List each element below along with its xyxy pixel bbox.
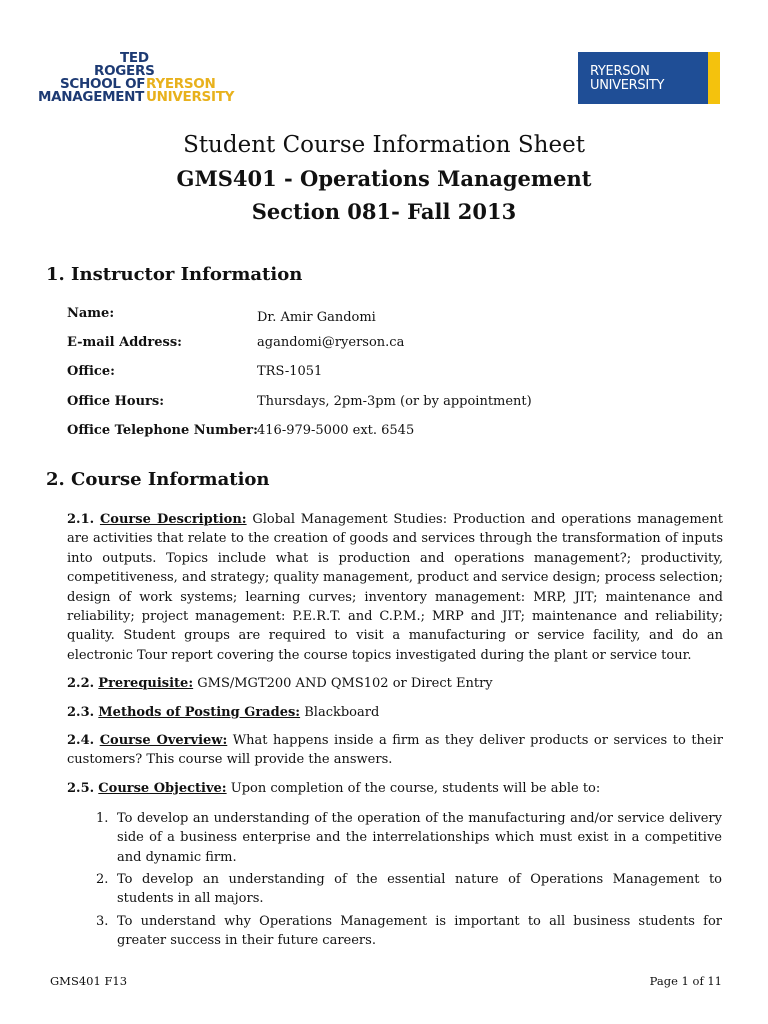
logo-line: MANAGEMENT (38, 89, 145, 105)
item-number: 2.5. (67, 781, 95, 796)
prerequisite (67, 674, 723, 693)
posting-grades (67, 703, 723, 722)
course-title: GMS401 - Operations Management (176, 166, 592, 191)
course-objective (67, 779, 723, 798)
item-label: Course Description: (99, 512, 247, 527)
logo-line: SCHOOL OF (60, 76, 146, 92)
logo-line: TED (120, 50, 149, 66)
footer-course-code: GMS401 F13 (50, 974, 128, 988)
item-text: GMS/MGT200 AND QMS102 or Direct Entry (197, 676, 493, 691)
info-label: Name: (67, 306, 115, 321)
course-description (67, 510, 723, 665)
logo-accent-bar (708, 52, 720, 104)
info-value: TRS-1051 (257, 364, 323, 379)
email-link[interactable]: agandomi@ryerson.ca (257, 335, 405, 350)
logo-line: UNIVERSITY (590, 78, 665, 93)
item-label: Course Objective: (98, 781, 227, 796)
section-heading-instructor: 1. Instructor Information (46, 264, 303, 285)
info-label: E-mail Address: (67, 335, 182, 350)
objective-item (96, 912, 722, 951)
info-value: 416-979-5000 ext. 6545 (257, 423, 415, 438)
footer-page-number: Page 1 of 11 (649, 974, 722, 988)
info-label: Office Hours: (67, 394, 165, 409)
objective-number: 2. (96, 872, 109, 887)
item-number: 2.3. (67, 705, 95, 720)
objective-text: To understand why Operations Management is important to all business students for greater success in their future careers. (117, 914, 722, 949)
document-title: Student Course Information Sheet (183, 132, 585, 158)
objective-item (96, 870, 722, 909)
info-label: Office: (67, 364, 115, 379)
objective-text: To develop an understanding of the essential nature of Operations Management to students in all majors. (117, 872, 722, 907)
item-label: Methods of Posting Grades: (98, 705, 301, 720)
logo-line: RYERSON (146, 76, 216, 92)
info-value: Thursdays, 2pm-3pm (or by appointment) (257, 394, 532, 409)
ryerson-logo (578, 52, 720, 104)
objective-number: 1. (96, 811, 109, 826)
item-number: 2.1. (67, 512, 95, 527)
item-number: 2.4. (67, 733, 95, 748)
item-text: Blackboard (304, 705, 380, 720)
logo-line: RYERSON (590, 64, 650, 79)
item-number: 2.2. (67, 676, 95, 691)
item-text: Upon completion of the course, students will be able to: (230, 781, 601, 796)
section-heading-course: 2. Course Information (46, 469, 270, 490)
logo-line: UNIVERSITY (146, 89, 235, 105)
item-label: Course Overview: (99, 733, 228, 748)
info-value: Dr. Amir Gandomi (257, 310, 376, 325)
course-overview (67, 731, 723, 770)
ted-rogers-logo (38, 52, 238, 106)
item-label: Prerequisite: (98, 676, 194, 691)
objective-number: 3. (96, 914, 109, 929)
objective-text: To develop an understanding of the operation of the manufacturing and/or service delivery side of a business enterprise and the interrelationships which must exist in a competitive and dynamic firm. (117, 811, 722, 865)
item-text: Global Management Studies: Production and operations management are activities that relate to the creation of goods and services through the transformation of inputs into outputs. Topics include what is production and operations management?; productivity, competitiveness, and strategy; quality management, product and service design; process selection; design of work systems; learning curves; inventory management: MRP, JIT; maintenance and reliability; project management: P.E.R.T. and C.P.M.; MRP and JIT; maintenance and reliability; quality. Student groups are required to visit a manufacturing or service facility, and do an electronic Tour report covering the course topics investigated during the plant or service tour. (67, 512, 723, 663)
item-text: What happens inside a firm as they deliver products or services to their customers? This course will provide the answers. (67, 733, 723, 768)
info-label: Office Telephone Number: (67, 423, 258, 438)
logo-line: ROGERS (94, 63, 155, 79)
objective-item (96, 809, 722, 867)
section-title: Section 081- Fall 2013 (251, 199, 517, 224)
